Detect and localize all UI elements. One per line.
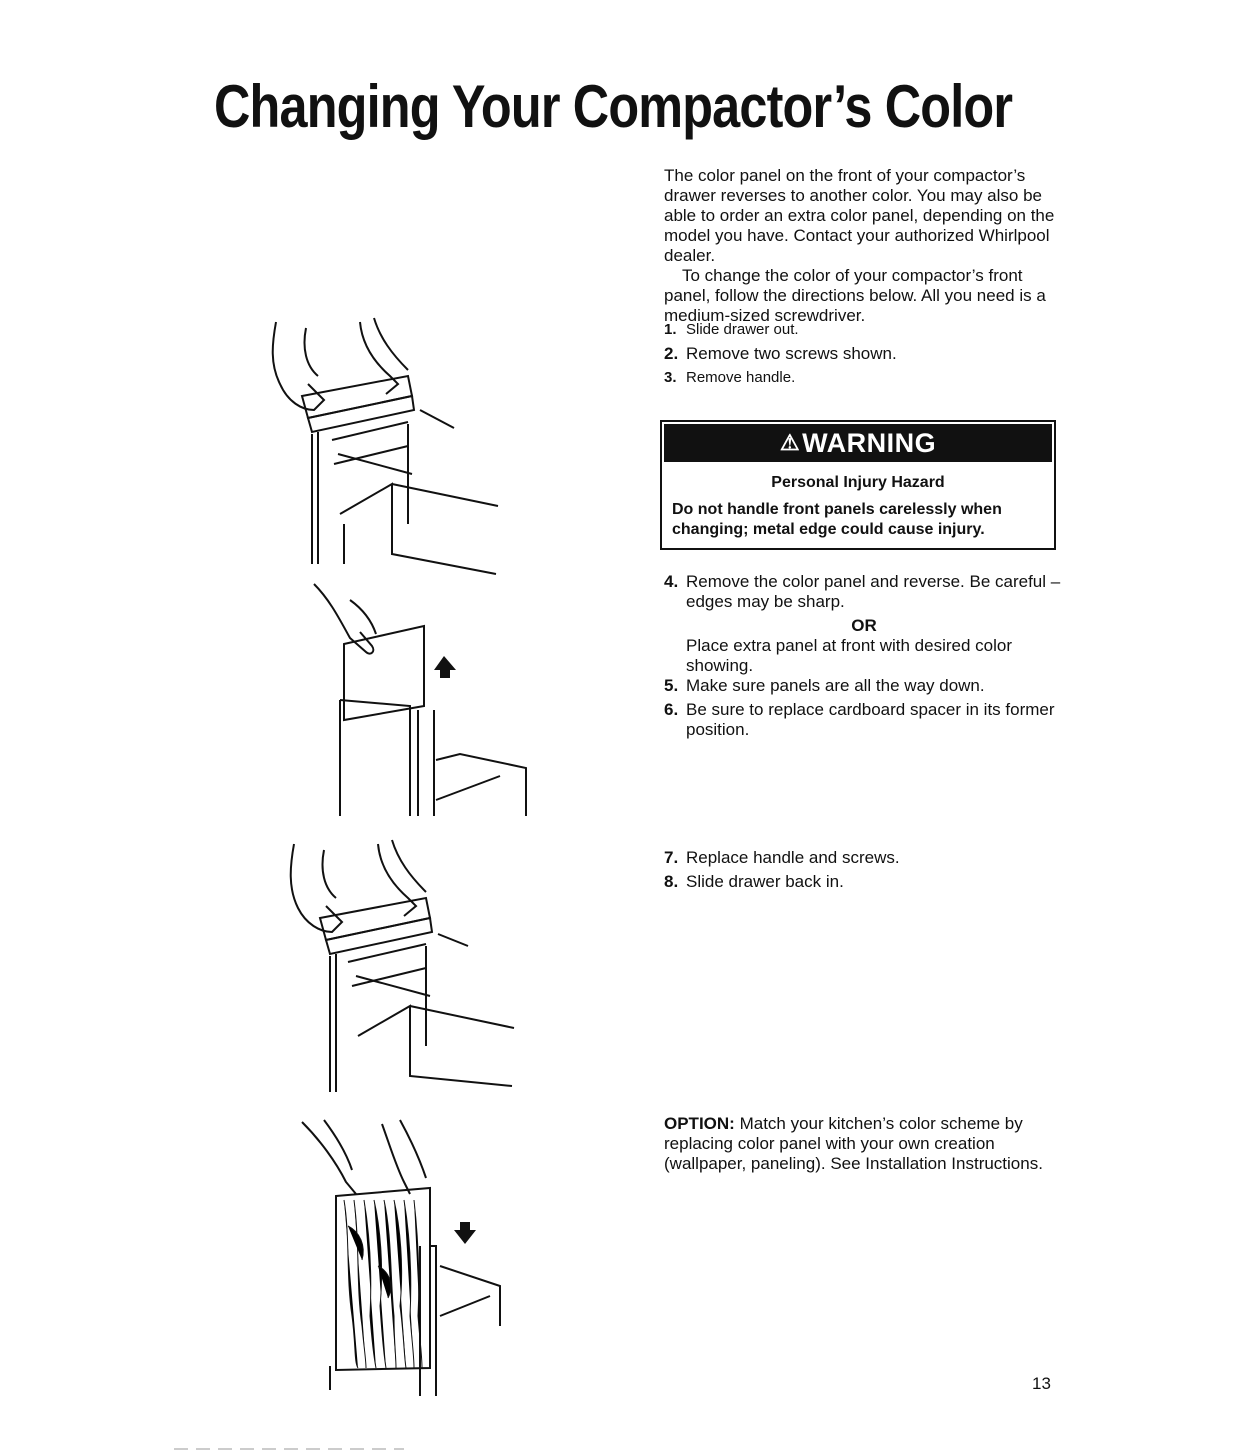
step-4: 4. Remove the color panel and reverse. Be careful –edges may be sharp. xyxy=(664,572,1061,611)
option-note xyxy=(664,1114,1064,1174)
warning-box xyxy=(660,420,1056,550)
warning-triangle-icon: ⚠ xyxy=(779,430,801,455)
step-2: 2. Remove two screws shown. xyxy=(664,344,897,363)
step-1: 1. Slide drawer out. xyxy=(664,321,799,338)
remove-panel-illustration xyxy=(310,580,540,820)
alternative-step: Place extra panel at front with desired color showing. xyxy=(686,636,1013,675)
steps-7-8 xyxy=(664,848,1064,896)
warning-message: Do not handle front panels carelessly when changing; metal edge could cause injury. xyxy=(672,501,1002,538)
custom-panel-illustration xyxy=(300,1116,510,1398)
page-number: 13 xyxy=(1032,1374,1051,1393)
replace-handle-illustration xyxy=(282,836,518,1098)
scan-artifact-line xyxy=(174,1447,404,1451)
warning-header xyxy=(664,424,1052,462)
step-6: 6. Be sure to replace cardboard spacer in its former position. xyxy=(664,700,1055,739)
option-label: OPTION: xyxy=(664,1114,735,1133)
warning-hazard: Personal Injury Hazard xyxy=(771,474,945,491)
steps-4-6 xyxy=(664,572,1064,744)
remove-handle-illustration xyxy=(262,314,502,576)
page-title: Changing Your Compactor’s Color xyxy=(214,73,1013,140)
intro-paragraph-1: The color panel on the front of your compactor’s drawer reverses to another color. You may also be able to order an extra color panel, depending on the model you have. Contact your authorized Whirlpool dealer. xyxy=(664,166,1055,265)
step-5: 5. Make sure panels are all the way down. xyxy=(664,676,985,695)
steps-1-3 xyxy=(664,320,1064,392)
step-8: 8. Slide drawer back in. xyxy=(664,872,844,891)
intro-paragraph-2: To change the color of your compactor’s front panel, follow the directions below. All you need is a medium-sized screwdriver. xyxy=(664,266,1046,325)
step-7: 7. Replace handle and screws. xyxy=(664,848,900,867)
intro-text xyxy=(664,166,1064,326)
or-label: OR xyxy=(851,616,877,635)
warning-label: WARNING xyxy=(802,427,937,458)
step-3: 3. Remove handle. xyxy=(664,369,796,386)
option-text: Match your kitchen’s color scheme by replacing color panel with your own creation (wallpaper, paneling). See Installation Instructions. xyxy=(664,1114,1043,1173)
